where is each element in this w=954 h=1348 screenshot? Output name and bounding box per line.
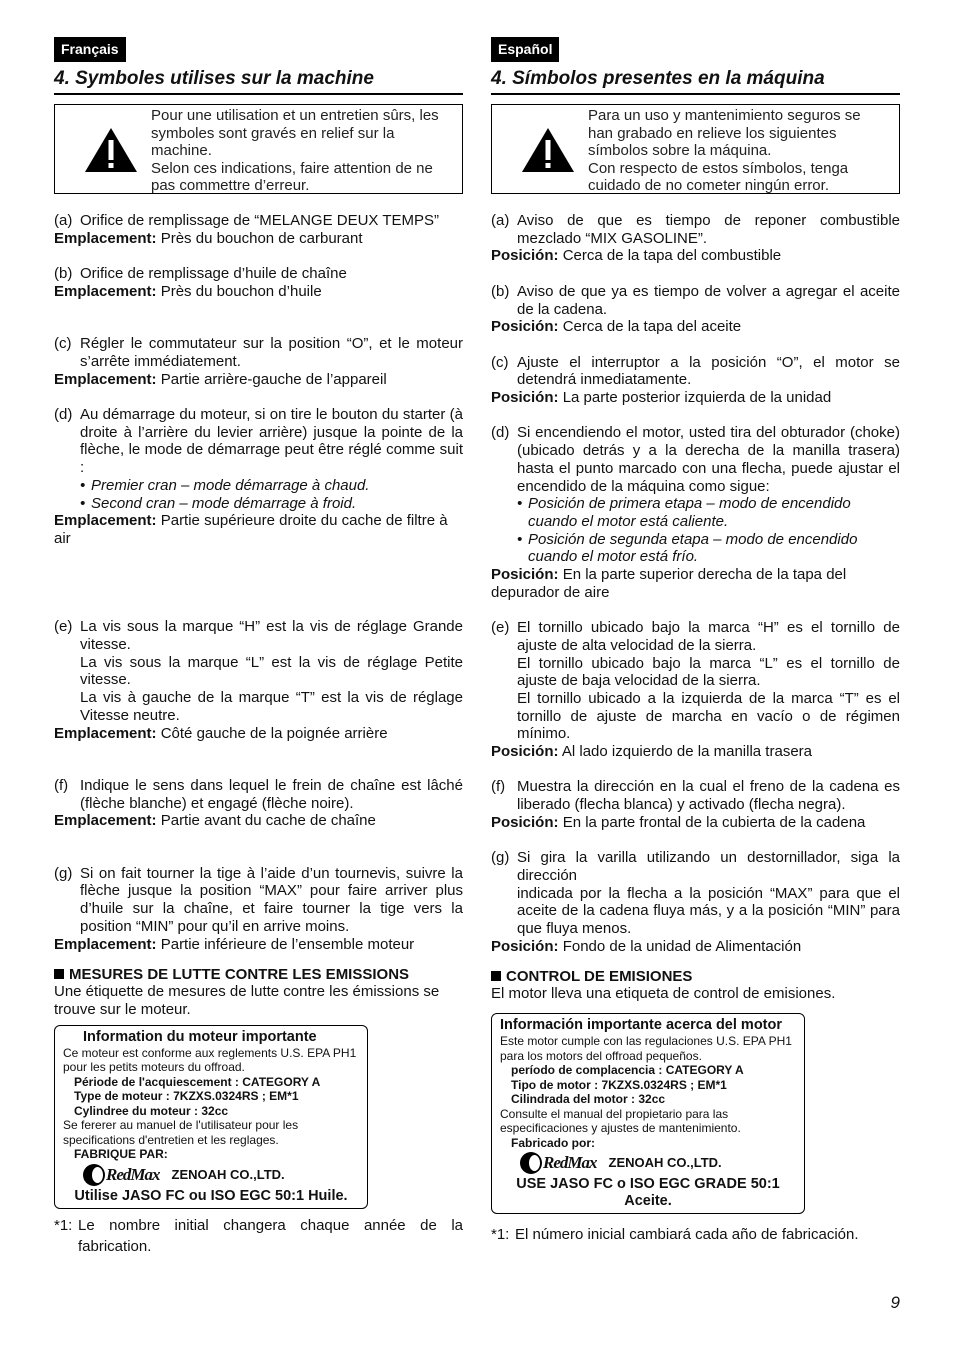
- bullet-text: Second cran – mode démarrage à froid.: [91, 494, 357, 512]
- location-key: Posición:: [491, 566, 559, 584]
- item-location: [54, 812, 463, 830]
- emission-label: [491, 1013, 805, 1214]
- item-label: (f): [491, 778, 506, 796]
- item-bullet: [491, 495, 900, 530]
- brand-row: [500, 1150, 796, 1176]
- symbol-item-d: [491, 424, 900, 601]
- location-value: La parte posterior izquierda de la unidad: [562, 389, 832, 406]
- location-key: Posición:: [491, 318, 559, 336]
- item-bullet: [54, 477, 463, 495]
- warning-box: [54, 104, 463, 194]
- symbol-item-a: [491, 212, 900, 265]
- label-line-6: FABRIQUE PAR:: [74, 1147, 168, 1162]
- bullet-dot-icon: •: [517, 495, 523, 513]
- footnote-key: *1:: [491, 1226, 510, 1244]
- location-key: Posición:: [491, 937, 559, 955]
- warning-triangle-icon: [83, 126, 139, 174]
- footnote-key: *1:: [54, 1216, 73, 1234]
- location-key: Emplacement:: [54, 812, 157, 830]
- label-line-5: Se fererer au manuel de l'utilisateur pour les specifications d'entretien et les reglages.: [63, 1118, 299, 1147]
- item-location: [491, 247, 900, 265]
- item-text: Aviso de que es tiempo de reponer combustible mezclado “MIX GASOLINE”.: [517, 212, 900, 247]
- location-value: En la parte superior derecha de la tapa del depurador de aire: [491, 566, 847, 601]
- redmax-logo-icon: [83, 1164, 105, 1186]
- label-line-2: Période de l'acquiescement : CATEGORY A: [74, 1074, 321, 1089]
- symbol-item-f: [491, 778, 900, 831]
- item-text: Régler le commutateur sur la position “O”, et le moteur s’arrête immédiatement.: [80, 335, 463, 370]
- warning-triangle-icon: [520, 126, 576, 174]
- location-value: Cerca de la tapa del aceite: [562, 318, 742, 336]
- item-label: (g): [491, 849, 510, 867]
- language-tab-espanol: Español: [491, 37, 559, 62]
- label-line-2: período de complacencia : CATEGORY A: [511, 1063, 744, 1078]
- location-value: Partie inférieure de l’ensemble moteur: [160, 935, 415, 953]
- label-header: Information du moteur importante: [83, 1028, 317, 1045]
- item-text: La vis sous la marque “H” est la vis de réglage Grande vitesse. La vis sous la marque “L” est la vis de réglage Petite vitesse. La vis à gauche de la marque “T” est la vis de réglage Vitesse neutre.: [80, 618, 463, 724]
- symbol-item-c: [54, 335, 463, 388]
- item-label: (e): [491, 619, 510, 637]
- emissions-heading: [491, 968, 900, 985]
- location-key: Emplacement:: [54, 282, 157, 300]
- bullet-dot-icon: •: [80, 494, 86, 512]
- item-label: (g): [54, 864, 73, 882]
- symbol-item-f: [54, 777, 463, 830]
- location-value: Fondo de la unidad de Alimentación: [562, 937, 802, 955]
- item-text: El tornillo ubicado bajo la marca “H” es el tornillo de ajuste de alta velocidad de la sierra. El tornillo ubicado bajo la marca “L” es el tornillo de ajuste de baja velocidad de la sierra. El tornillo ubicado a la izquierda de la marca “T” es el tornillo de ajuste de marcha en vacío o de régimen mínimo.: [517, 619, 900, 743]
- item-location: [491, 566, 900, 601]
- item-text: Si gira la varilla utilizando un destornillador, siga la dirección indicada por la flecha a la posición “MAX” para que el aceite de la cadena fluya más, y a la posición “MIN” para que fluya menos.: [517, 849, 900, 938]
- item-location: [491, 389, 900, 407]
- item-label: (f): [54, 776, 69, 794]
- item-label: (c): [54, 335, 72, 353]
- section-title: 4. Símbolos presentes en la máquina: [491, 67, 900, 95]
- item-text: Si encendiendo el motor, usted tira del obturador (choke) (ubicado detrás y a la derecha de la manilla trasera) hasta el punto marcado con una flecha, puede ajustar el encendido de la máquina como sigue:: [517, 424, 900, 495]
- location-key: Posición:: [491, 813, 559, 831]
- location-value: Près du bouchon d’huile: [160, 282, 322, 300]
- bullet-dot-icon: •: [517, 530, 523, 548]
- item-location: [54, 512, 463, 547]
- item-text: Aviso de que ya es tiempo de volver a agregar el aceite de la cadena.: [517, 282, 900, 318]
- brand-name: RedMax: [106, 1164, 160, 1184]
- emissions-title: MESURES DE LUTTE CONTRE LES EMISSIONS: [69, 965, 410, 983]
- location-key: Emplacement:: [54, 370, 157, 388]
- location-value: Près du bouchon de carburant: [160, 229, 363, 247]
- item-location: [54, 936, 463, 954]
- location-key: Posición:: [491, 389, 559, 406]
- item-location: [491, 938, 900, 956]
- section-title: 4. Symboles utilises sur la machine: [54, 67, 463, 95]
- label-line-1: Ce moteur est conforme aux reglements U.S. EPA PH1 pour les petits moteurs du offroad.: [63, 1045, 357, 1075]
- item-label: (e): [54, 618, 73, 636]
- item-label: (b): [491, 282, 510, 300]
- item-text: Indique le sens dans lequel le frein de chaîne est lâché (flèche blanche) et engagé (flèche noire).: [80, 776, 463, 812]
- item-bullet: [54, 495, 463, 513]
- square-bullet-icon: [491, 971, 501, 981]
- bullet-text: Posición de primera etapa – modo de encendido cuando el motor está caliente.: [528, 495, 851, 530]
- location-value: Al lado izquierdo de la manilla trasera: [561, 743, 812, 761]
- emissions-heading: [54, 966, 463, 983]
- warning-box: [491, 104, 900, 194]
- page-number: 9: [890, 1293, 900, 1312]
- label-line-3: Type de moteur : 7KZXS.0324RS ; EM*1: [74, 1089, 299, 1104]
- symbol-item-g: [54, 865, 463, 954]
- language-tab-francais: Français: [54, 37, 126, 62]
- footnote: [54, 1215, 463, 1257]
- location-key: Emplacement:: [54, 935, 157, 953]
- item-bullet: [491, 531, 900, 566]
- symbol-item-b: [491, 283, 900, 336]
- location-value: En la parte frontal de la cubierta de la cadena: [562, 813, 866, 831]
- item-location: [491, 318, 900, 336]
- symbol-item-c: [491, 354, 900, 407]
- emissions-text: Une étiquette de mesures de lutte contre les émissions se trouve sur le moteur.: [54, 982, 440, 1018]
- label-line-5: Consulte el manual del propietario para las especificaciones y ajustes de mantenimiento.: [500, 1106, 741, 1136]
- item-label: (a): [491, 212, 510, 229]
- item-text: Orifice de remplissage de “MELANGE DEUX TEMPS”: [80, 212, 439, 229]
- square-bullet-icon: [54, 969, 64, 979]
- location-key: Emplacement:: [54, 229, 157, 247]
- location-key: Posición:: [491, 247, 559, 265]
- brand-name: RedMax: [543, 1152, 597, 1172]
- symbol-item-a: [54, 212, 463, 247]
- symbol-item-e: [491, 619, 900, 761]
- emissions-title: CONTROL DE EMISIONES: [506, 968, 693, 986]
- location-value: Côté gauche de la poignée arrière: [160, 724, 388, 742]
- label-line-4: Cilindrada del motor : 32cc: [511, 1092, 666, 1107]
- item-location: [54, 725, 463, 743]
- item-label: (d): [54, 405, 73, 423]
- item-text: Si on fait tourner la tige à l’aide d’un tournevis, suivre la flèche jusque la position “MAX” pour faire arriver plus d’huile sur la chaîne, et faire tourner la tige vers la position “MIN” pour qu’il en arrive moins.: [80, 864, 463, 935]
- item-text: Au démarrage du moteur, si on tire le bouton du starter (à droite à l’arrière du levier arrière) jusque la pointe de la flèche, le mode de démarrage peut être réglé comme suit :: [80, 405, 463, 477]
- redmax-logo-icon: [520, 1152, 542, 1174]
- symbol-item-e: [54, 618, 463, 742]
- label-line-1: Este motor cumple con las regulaciones U.S. EPA PH1 para los motors del offroad pequeños.: [500, 1034, 792, 1063]
- item-location: [54, 371, 463, 389]
- label-line-3: Tipo de motor : 7KZXS.0324RS ; EM*1: [511, 1077, 727, 1092]
- company-name: ZENOAH CO.,LTD.: [171, 1166, 285, 1182]
- location-key: Posición:: [491, 743, 559, 761]
- company-name: ZENOAH CO.,LTD.: [608, 1154, 722, 1170]
- warning-text: Pour une utilisation et un entretien sûrs, les symboles sont gravés en relief sur la machine. Selon ces indications, faire attention de ne pas commettre d’erreur.: [151, 107, 439, 195]
- location-value: Partie arrière-gauche de l’appareil: [160, 370, 387, 388]
- brand-row: [63, 1162, 359, 1188]
- item-text: Muestra la dirección en la cual el freno de la cadena es liberado (flecha blanca) y activado (flecha negra).: [517, 778, 900, 814]
- location-value: Partie avant du cache de chaîne: [160, 812, 376, 830]
- item-location: [491, 743, 900, 761]
- location-value: Cerca de la tapa del combustible: [562, 247, 782, 265]
- emissions-text: El motor lleva una etiqueta de control de emisiones.: [491, 985, 836, 1003]
- location-value: Partie supérieure droite du cache de filtre à air: [54, 512, 448, 547]
- column-french: [54, 37, 463, 1257]
- item-label: (d): [491, 424, 510, 442]
- bullet-text: Posición de segunda etapa – modo de encendido cuando el motor está frío.: [528, 530, 858, 566]
- symbol-list: [491, 212, 900, 955]
- warning-text: Para un uso y mantenimiento seguros se han grabado en relieve los siguientes símbolos sobre la máquina. Con respecto de estos símbolos, tenga cuidado de no cometer ningún error.: [588, 107, 861, 195]
- location-key: Emplacement:: [54, 512, 157, 530]
- symbol-item-g: [491, 849, 900, 955]
- item-label: (c): [491, 353, 509, 371]
- item-text: Orifice de remplissage d’huile de chaîne: [80, 265, 347, 283]
- label-line-6: Fabricado por:: [511, 1135, 596, 1150]
- item-label: (b): [54, 265, 73, 283]
- symbol-list: [54, 212, 463, 953]
- symbol-item-d: [54, 406, 463, 548]
- label-footer: USE JASO FC o ISO EGC GRADE 50:1 Aceite.: [516, 1176, 780, 1210]
- label-footer: Utilise JASO FC ou ISO EGC 50:1 Huile.: [74, 1187, 348, 1204]
- label-line-4: Cylindree du moteur : 32cc: [74, 1103, 229, 1118]
- item-label: (a): [54, 212, 73, 229]
- column-spanish: [491, 37, 900, 1245]
- item-location: [54, 230, 463, 248]
- bullet-dot-icon: •: [80, 476, 86, 494]
- bullet-text: Premier cran – mode démarrage à chaud.: [91, 476, 370, 494]
- item-location: [54, 283, 463, 301]
- footnote: [491, 1224, 900, 1245]
- label-header: Información importante acerca del motor: [500, 1017, 783, 1034]
- footnote-text: El número inicial cambiará cada año de fabricación.: [515, 1226, 859, 1244]
- location-key: Emplacement:: [54, 724, 157, 742]
- item-location: [491, 814, 900, 832]
- emission-label: [54, 1025, 368, 1209]
- item-text: Ajuste el interruptor a la posición “O”, el motor se detendrá inmediatamente.: [517, 353, 900, 389]
- symbol-item-b: [54, 265, 463, 300]
- footnote-text: Le nombre initial changera chaque année de la fabrication.: [78, 1216, 463, 1255]
